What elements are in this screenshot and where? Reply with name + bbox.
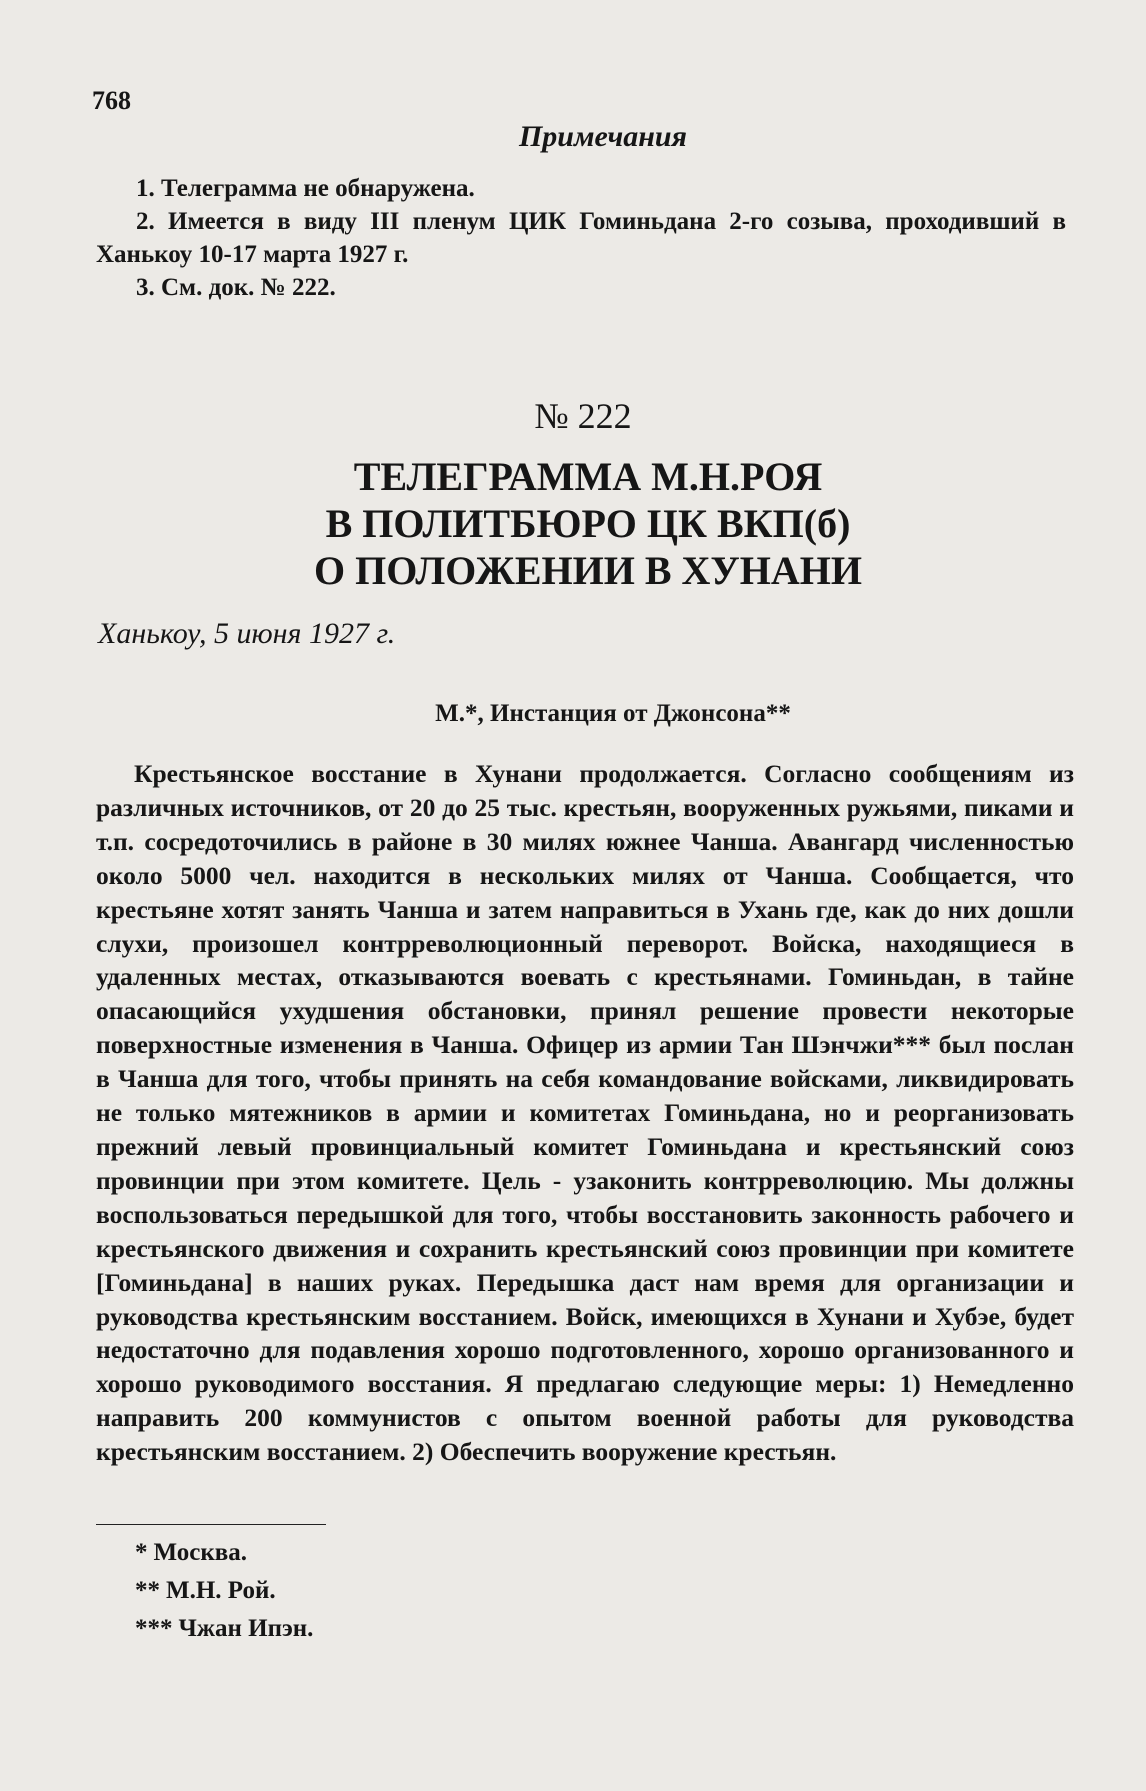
footnote-text: Москва. [153, 1539, 248, 1566]
footnote-mark: ** [135, 1577, 160, 1604]
notes-heading: Примечания [518, 120, 688, 153]
note-item: 1. Телеграмма не обнаружена. [136, 175, 475, 202]
footnote-item [135, 1610, 313, 1648]
document-title-line: О ПОЛОЖЕНИИ В ХУНАНИ [314, 548, 862, 593]
footnote-text: Чжан Ипэн. [178, 1615, 314, 1642]
telegram-body: Крестьянское восстание в Хунани продолжается. Согласно сообщениям из различных источников, от 20 до 25 тыс. крестьян, вооруженных ружьями, пиками и т.п. сосредоточились в районе в 30 милях южнее Чанша. Авангард численностью около 5000 чел. находится в нескольких милях от Чанша. Сообщается, что крестьяне хотят занять Чанша и затем направиться в Ухань где, как до них дошли слухи, произошел контрреволюционный переворот. Войска, находящиеся в удаленных местах, отказываются воевать с крестьянами. Гоминьдан, в тайне опасающийся ухудшения обстановки, принял решение провести некоторые поверхностные изменения в Чанша. Офицер из армии Тан Шэнчжи*** был послан в Чанша для того, чтобы принять на себя командование войсками, ликвидировать не только мятежников в армии и комитетах Гоминьдана, но и реорганизовать прежний левый провинциальный комитет Гоминьдана и крестьянский союз провинции при этом комитете. Цель - узаконить контрреволюцию. Мы должны воспользоваться передышкой для того, чтобы восстановить законность рабочего и крестьянского движения и сохранить крестьянский союз провинции при комитете [Гоминьдана] в наших руках. Передышка даст нам время для организации и руководства крестьянским восстанием. Войск, имеющихся в Хунани и Хубэе, будет недостаточно для подавления хорошо подготовленного, хорошо организованного и хорошо руководимого восстания. Я предлагаю следующие меры: 1) Немедленно направить 200 коммунистов с опытом военной работы для руководства крестьянским восстанием. 2) Обеспечить вооружение крестьян. [96, 759, 1074, 1467]
note-item: 3. См. док. № 222. [136, 274, 336, 301]
document-title-line: В ПОЛИТБЮРО ЦК ВКП(б) [325, 501, 851, 546]
dateline: Ханькоу, 5 июня 1927 г. [98, 617, 396, 650]
footnote-mark: * [135, 1539, 148, 1566]
page-number: 768 [92, 86, 131, 115]
document-title-line: ТЕЛЕГРАММА М.Н.РОЯ [353, 454, 823, 499]
notes-list [96, 172, 1066, 304]
document-title [0, 453, 1146, 594]
footnote-mark: *** [135, 1615, 173, 1642]
document-number: № 222 [534, 396, 632, 436]
footnote-item [135, 1572, 313, 1610]
addressee-line: М.*, Инстанция от Джонсона** [435, 700, 791, 727]
note-item: 2. Имеется в виду III пленум ЦИК Гоминьдана 2-го созыва, проходивший в Ханькоу 10-17 марта 1927 г. [96, 208, 1066, 268]
footnote-divider [96, 1524, 326, 1525]
footnote-text: М.Н. Рой. [166, 1577, 276, 1604]
footnote-item [135, 1534, 313, 1572]
footnotes [135, 1534, 313, 1648]
